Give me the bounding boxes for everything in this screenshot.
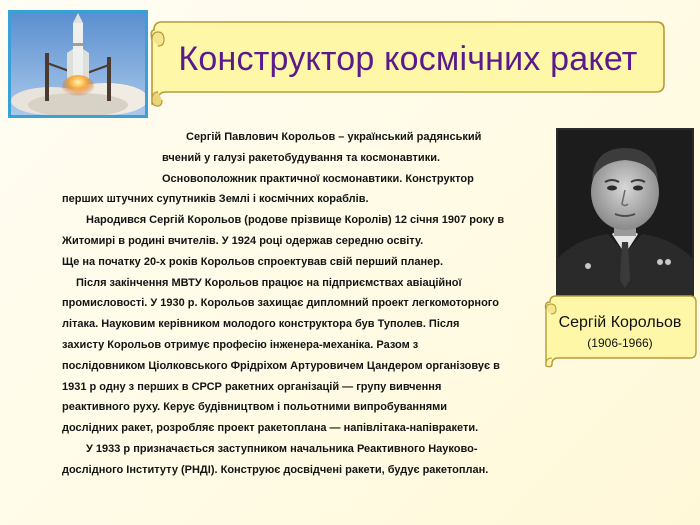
text-line: Після закінчення МВТУ Корольов працює на підприємствах авіаційної (76, 276, 462, 289)
text-line: дослідних ракет, розробляє проект ракетоплана — напівлітака-напівракети. (62, 422, 479, 435)
text-line: захисту Корольов отримує професію інженера-механіка. Разом з (62, 338, 419, 351)
text-line: Ще на початку 20-х років Корольов спроектував свій перший планер. (62, 255, 444, 268)
slide-title: Конструктор космічних ракет (178, 40, 638, 78)
text-line: літака. Науковим керівником молодого конструктора був Туполев. Після (62, 318, 460, 331)
caption-name: Сергій Корольов (558, 314, 682, 331)
text-line: реактивного руху. Керує будівництвом і польотними випробуваннями (62, 401, 448, 414)
text-line: послідовником Ціолковського Фрідріхом Артуровичем Цандером організовує в (62, 359, 500, 372)
text-line: 1931 р одну з перших в СРСР ракетних організацій — групу вивчення (62, 380, 442, 393)
text-line: Основоположник практичної космонавтики. Конструктор (162, 172, 474, 185)
text-line: Сергій Павлович Корольов – український радянський (186, 131, 482, 143)
text-line: дослідного Інституту (РНДІ). Конструює досвідчені ракети, будує ракетоплан. (62, 463, 489, 476)
title-banner (148, 18, 668, 108)
text-line: перших штучних супутників Землі і космічних кораблів. (62, 193, 369, 206)
caption-years: (1906-1966) (587, 336, 653, 350)
name-caption-banner (540, 292, 700, 368)
text-line: вчений у галузі ракетобудування та космонавтики. (162, 151, 441, 164)
text-line: Народився Сергій Корольов (родове прізвище Королів) 12 січня 1907 року в (86, 214, 505, 227)
text-line: Житомирі в родині вчителів. У 1924 році одержав середню освіту. (62, 234, 424, 247)
rocket-launch-photo (8, 10, 148, 118)
korolev-portrait (556, 128, 694, 296)
text-line: промисловості. У 1930 р. Корольов захищає дипломний проект легкомоторного (62, 297, 499, 310)
biography-text (62, 127, 546, 481)
text-line: У 1933 р призначається заступником начальника Реактивного Науково- (86, 442, 478, 455)
